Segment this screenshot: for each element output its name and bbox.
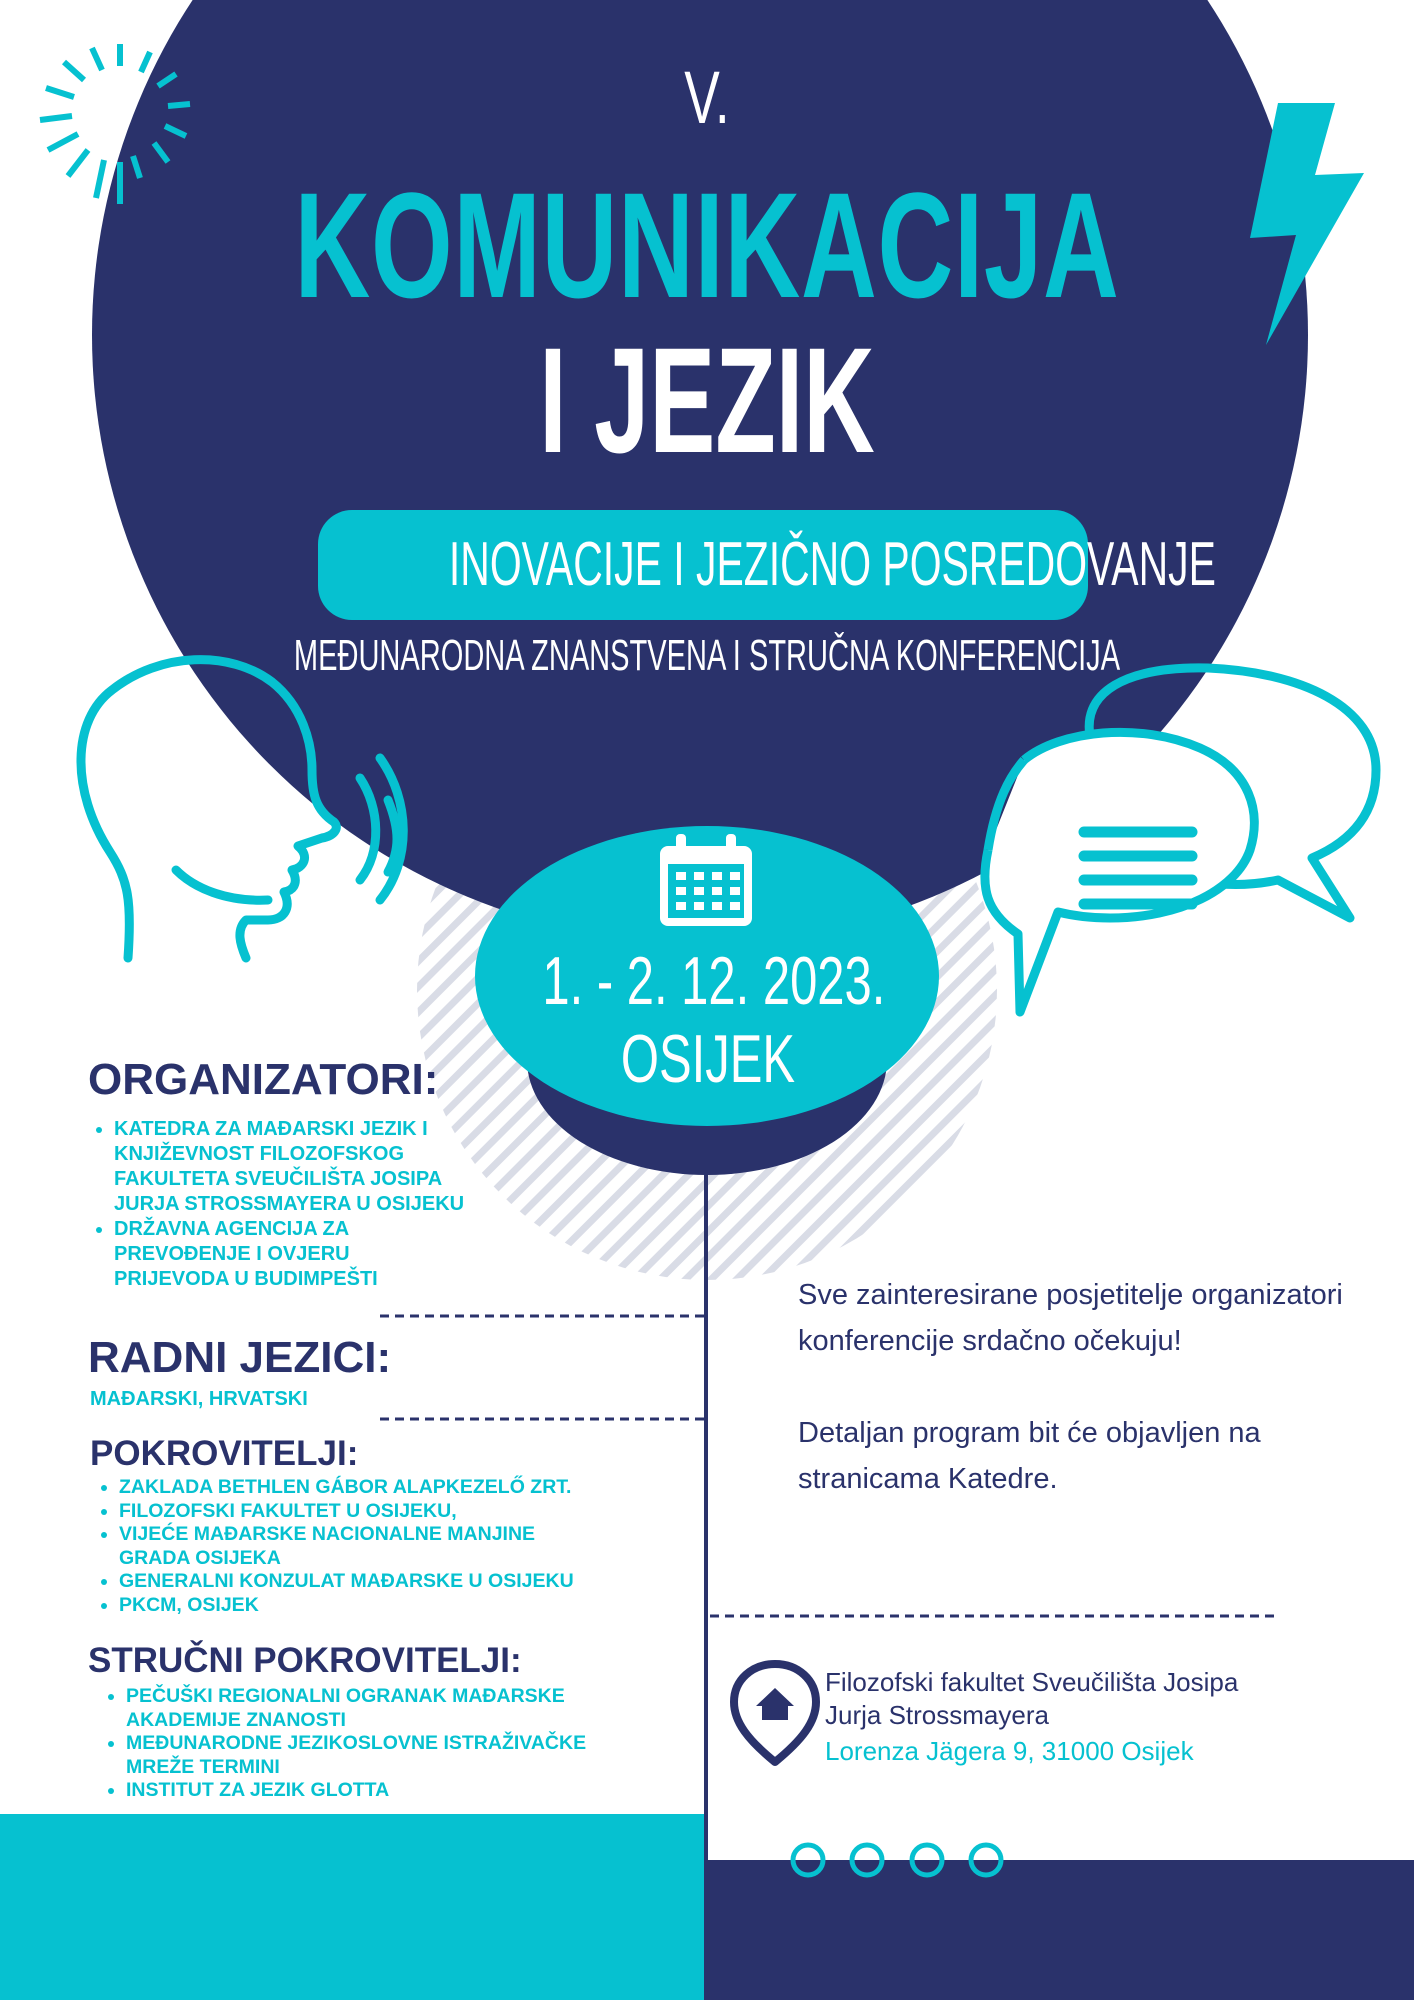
welcome-paragraph-1: Sve zainteresirane posjetitelje organizatori konferencije srdačno očekuju!	[798, 1279, 1343, 1357]
edition-number: V.	[684, 56, 730, 139]
sponsors-list	[95, 1476, 719, 1617]
list-item: • PEČUŠKI REGIONALNI OGRANAK MAĐARSKE AKADEMIJE ZNANOSTI	[126, 1685, 726, 1732]
list-item: • MEĐUNARODNE JEZIKOSLOVNE ISTRAŽIVAČKE MREŽE TERMINI	[126, 1732, 726, 1779]
bottom-right-navy-block	[706, 1860, 1414, 2000]
list-item: • VIJEĆE MAĐARSKE NACIONALNE MANJINE GRADA OSIJEKA	[119, 1523, 719, 1570]
welcome-paragraph-2: Detaljan program bit će objavljen na stranicama Katedre.	[798, 1417, 1261, 1495]
languages-heading: RADNI JEZICI:	[88, 1333, 392, 1382]
bottom-left-cyan-block	[0, 1814, 706, 2000]
theme-text: INOVACIJE I JEZIČNO POSREDOVANJE	[448, 530, 1216, 599]
sponsors-heading: POKROVITELJI:	[90, 1434, 359, 1473]
organizers-heading: ORGANIZATORI:	[88, 1055, 439, 1104]
list-item: • GENERALNI KONZULAT MAĐARSKE U OSIJEKU	[119, 1570, 719, 1594]
list-item: • DRŽAVNA AGENCIJA ZA PREVOĐENJE I OVJERU PRIJEVODA U BUDIMPEŠTI	[114, 1217, 614, 1292]
welcome-text	[798, 1272, 1358, 1548]
address-line-1: Filozofski fakultet Sveučilišta Josipa	[825, 1667, 1239, 1697]
list-item: • KATEDRA ZA MAĐARSKI JEZIK I KNJIŽEVNOST FILOZOFSKOG FAKULTETA SVEUČILIŠTA JOSIPA JURJA STROSSMAYERA U OSIJEKU	[114, 1117, 614, 1217]
event-date: 1. - 2. 12. 2023.	[542, 943, 886, 1019]
calendar-icon	[660, 834, 752, 926]
list-item: • ZAKLADA BETHLEN GÁBOR ALAPKEZELŐ ZRT.	[119, 1476, 719, 1500]
expert-sponsors-heading: STRUČNI POKROVITELJI:	[88, 1641, 522, 1680]
list-item: • PKCM, OSIJEK	[119, 1594, 719, 1618]
address-street: Lorenza Jägera 9, 31000 Osijek	[825, 1736, 1194, 1766]
list-item: • FILOZOFSKI FAKULTET U OSIJEKU,	[119, 1500, 719, 1524]
conference-subtitle: MEĐUNARODNA ZNANSTVENA I STRUČNA KONFERENCIJA	[293, 631, 1121, 680]
organizers-list	[90, 1117, 614, 1292]
event-city: OSIJEK	[620, 1021, 796, 1097]
title-line-1: KOMUNIKACIJA	[294, 161, 1120, 329]
expert-sponsors-list	[102, 1685, 726, 1803]
address-line-2: Jurja Strossmayera	[825, 1700, 1049, 1730]
location-home-icon	[734, 1664, 816, 1762]
languages-value: MAĐARSKI, HRVATSKI	[90, 1388, 308, 1410]
list-item: • INSTITUT ZA JEZIK GLOTTA	[126, 1779, 726, 1803]
title-line-2: I JEZIK	[539, 316, 875, 484]
